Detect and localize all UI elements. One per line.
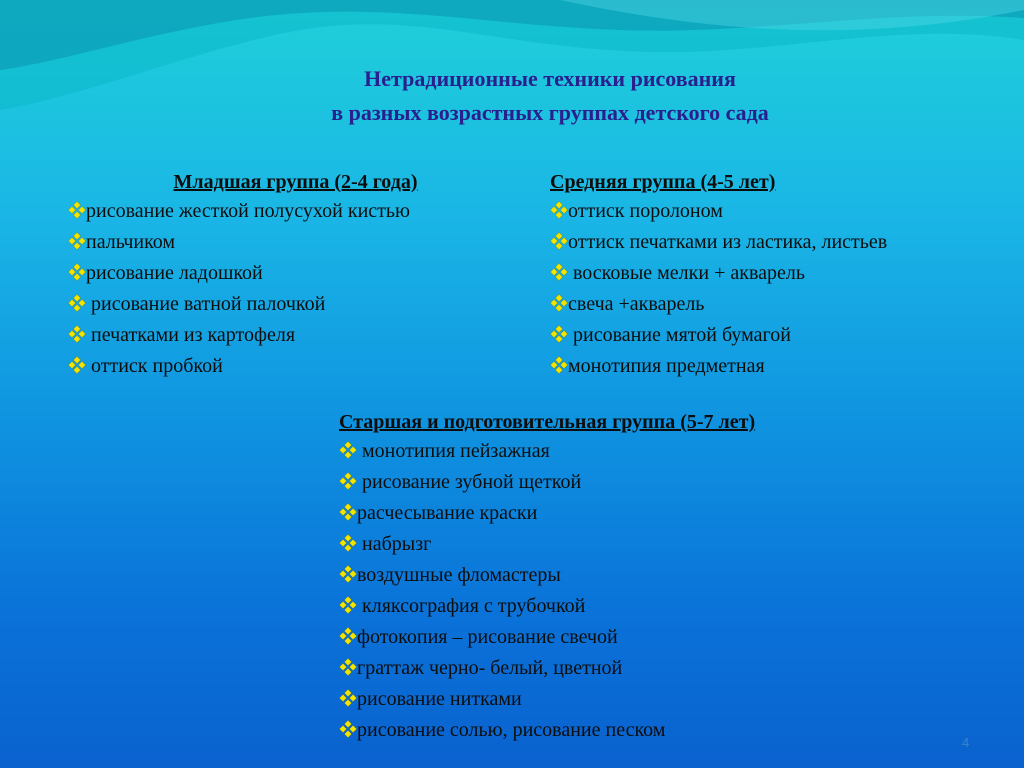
diamond-bullet-icon [68,322,86,340]
list-item [68,227,523,258]
diamond-bullet-icon [339,562,357,580]
page-number: 4 [962,735,970,750]
diamond-bullet-icon [68,229,86,247]
slide-title-line2: в разных возрастных группах детского сада [331,100,769,125]
list-item [550,289,887,320]
diamond-bullet-icon [339,531,357,549]
senior-group-list [339,436,755,746]
list-item [68,258,523,289]
list-item [339,715,755,746]
diamond-bullet-icon [339,593,357,611]
middle-group-heading: Средняя группа (4-5 лет) [550,171,776,193]
list-item-text: восковые мелки + акварель [568,262,805,284]
diamond-bullet-icon [339,686,357,704]
list-item-text: расчесывание краски [357,502,538,524]
diamond-bullet-icon [339,717,357,735]
junior-group-section [68,168,523,382]
list-item-text: рисование ватной палочкой [86,293,326,315]
diamond-bullet-icon [550,322,568,340]
list-item [68,320,523,351]
list-item [550,351,887,382]
diamond-bullet-icon [550,198,568,216]
diamond-bullet-icon [339,438,357,456]
list-item [68,196,523,227]
list-item [68,351,523,382]
diamond-bullet-icon [339,624,357,642]
senior-group-heading: Старшая и подготовительная группа (5-7 лет) [339,411,756,433]
list-item [339,684,755,715]
list-item-text: граттаж черно- белый, цветной [357,657,623,679]
list-item-text: воздушные фломастеры [357,564,561,586]
list-item [339,529,755,560]
list-item [339,591,755,622]
middle-group-section [550,168,887,382]
list-item [550,227,887,258]
list-item-text: оттиск печатками из ластика, листьев [568,231,888,253]
list-item-text: рисование солью, рисование песком [357,719,666,741]
list-item-text: кляксография с трубочкой [357,595,586,617]
junior-group-list [68,196,523,382]
diamond-bullet-icon [550,229,568,247]
middle-group-list [550,196,887,382]
senior-group-section [339,408,755,746]
diamond-bullet-icon [68,291,86,309]
list-item-text: рисование нитками [357,688,522,710]
list-item-text: рисование ладошкой [86,262,263,284]
list-item-text: монотипия предметная [568,355,765,377]
diamond-bullet-icon [339,655,357,673]
list-item [339,560,755,591]
diamond-bullet-icon [550,353,568,371]
list-item-text: рисование мятой бумагой [568,324,791,346]
list-item-text: набрызг [357,533,432,555]
diamond-bullet-icon [68,260,86,278]
diamond-bullet-icon [550,291,568,309]
list-item-text: фотокопия – рисование свечой [357,626,618,648]
list-item [550,196,887,227]
list-item-text: печатками из картофеля [86,324,296,346]
list-item [339,653,755,684]
list-item-text: пальчиком [86,231,176,253]
list-item [339,436,755,467]
diamond-bullet-icon [68,198,86,216]
list-item-text: свеча +акварель [568,293,705,315]
junior-group-heading: Младшая группа (2-4 года) [173,171,418,193]
diamond-bullet-icon [550,260,568,278]
list-item [339,622,755,653]
list-item [68,289,523,320]
slide-title-line1: Нетрадиционные техники рисования [364,66,736,91]
list-item [550,258,887,289]
diamond-bullet-icon [68,353,86,371]
list-item-text: рисование зубной щеткой [357,471,582,493]
list-item-text: оттиск пробкой [86,355,223,377]
list-item [550,320,887,351]
list-item [339,498,755,529]
list-item-text: монотипия пейзажная [357,440,550,462]
diamond-bullet-icon [339,469,357,487]
diamond-bullet-icon [339,500,357,518]
list-item-text: оттиск поролоном [568,200,723,222]
list-item-text: рисование жесткой полусухой кистью [86,200,410,222]
list-item [339,467,755,498]
